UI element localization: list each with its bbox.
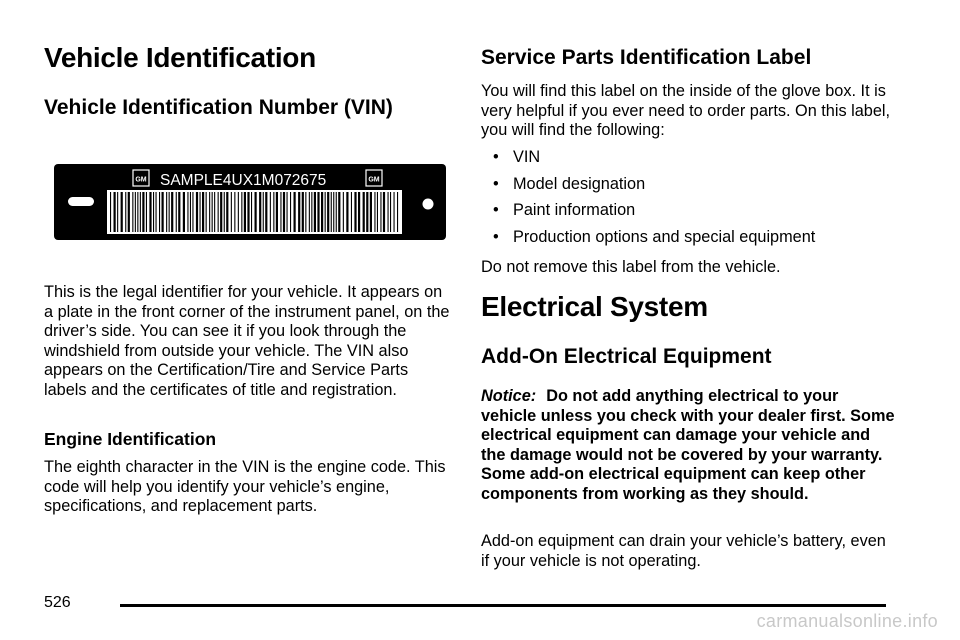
barcode-bar (333, 192, 334, 232)
plate-slot-left (68, 197, 94, 206)
bullet-icon: • (493, 201, 499, 220)
barcode-bar (273, 192, 274, 232)
barcode-bar (351, 192, 352, 232)
barcode-bar (280, 192, 281, 232)
barcode-bar (117, 192, 118, 232)
barcode-bar (287, 192, 288, 232)
barcode-bar (231, 192, 232, 232)
barcode-bar (132, 192, 133, 232)
barcode-bar (377, 192, 378, 232)
plate-hole-right (423, 199, 434, 210)
barcode-bar (394, 192, 395, 232)
barcode-bar (363, 192, 365, 232)
list-item: • Paint information (493, 201, 636, 220)
barcode-bar (153, 192, 154, 232)
barcode-bar (354, 192, 356, 232)
barcode-bar (270, 192, 271, 232)
barcode-bar (146, 192, 147, 232)
barcode-bar (187, 192, 188, 232)
watermark: carmanualsonline.info (756, 611, 938, 631)
barcode-bar (209, 192, 210, 232)
service-parts-footer: Do not remove this label from the vehicle. (481, 258, 781, 276)
barcode-bar (327, 192, 329, 232)
barcode-bar (110, 192, 111, 232)
barcode-bar (142, 192, 144, 232)
vin-heading: Vehicle Identification Number (VIN) (44, 96, 393, 119)
barcode-bar (325, 192, 326, 232)
barcode-bar (255, 192, 257, 232)
notice-block (481, 387, 896, 505)
barcode-bar (149, 192, 151, 232)
bullet-icon: • (493, 227, 499, 246)
barcode-bar (128, 192, 130, 232)
barcode-bar (190, 192, 191, 232)
barcode-bar (331, 192, 332, 232)
barcode-bar (314, 192, 316, 232)
barcode-bar (234, 192, 235, 232)
addon-paragraph: Add-on equipment can drain your vehicle’s battery, even if your vehicle is not operating. (481, 532, 886, 570)
engine-heading: Engine Identification (44, 429, 217, 449)
barcode-bar (183, 192, 185, 232)
barcode-bar (220, 192, 222, 232)
barcode-bar (226, 192, 228, 232)
electrical-system-title: Electrical System (481, 291, 708, 322)
list-item: • Model designation (493, 174, 646, 193)
barcode-bar (366, 192, 368, 232)
barcode-bar (241, 192, 242, 232)
list-item: • VIN (493, 148, 541, 166)
footer-rule (120, 604, 886, 607)
barcode-bar (338, 192, 340, 232)
barcode-bar (397, 192, 398, 232)
barcode-bar (196, 192, 198, 232)
vin-plate-svg (54, 164, 446, 240)
barcode-bar (346, 192, 348, 232)
barcode-bar (298, 192, 300, 232)
barcode-bar (178, 192, 180, 232)
barcode-bar (192, 192, 193, 232)
barcode-bar (224, 192, 225, 232)
barcode-bar (244, 192, 246, 232)
barcode-bar (214, 192, 215, 232)
svg-text:GM: GM (135, 176, 147, 184)
barcode-bar (176, 192, 177, 232)
barcode-bar (380, 192, 381, 232)
barcode-bar (302, 192, 304, 232)
barcode-bar (162, 192, 164, 232)
barcode-bar (263, 192, 264, 232)
barcode-bar (309, 192, 310, 232)
barcode-bar (251, 192, 252, 232)
barcode-bar (294, 192, 296, 232)
list-item: • Production options and special equipment (493, 227, 816, 246)
barcode-bar (166, 192, 167, 232)
barcode-bar (321, 192, 323, 232)
barcode-bar (343, 192, 344, 232)
barcode-bar (247, 192, 249, 232)
barcode-bar (374, 192, 375, 232)
service-parts-paragraph: You will find this label on the inside of the glove box. It is very helpful if you ever need to order parts. On this label, you will find the following: (481, 82, 891, 140)
page-title: Vehicle Identification (44, 42, 316, 73)
barcode-bar (265, 192, 267, 232)
barcode-bar (388, 192, 389, 232)
barcode-bar (390, 192, 391, 232)
barcode-bar (200, 192, 201, 232)
barcode-bar (317, 192, 319, 232)
barcode-bar (140, 192, 141, 232)
barcode-bar (259, 192, 261, 232)
bullet-icon: • (493, 148, 499, 166)
page-number: 526 (44, 594, 71, 611)
vin-paragraph: This is the legal identifier for your vehicle. It appears on a plate in the front corner of the instrument panel, on the driver’s side. You can see it if you look through the windshield from outside your vehicle. The VIN also appears on the Certification/Tire and Service Parts labels and the certificates of title and registration. (44, 283, 450, 399)
barcode-bar (218, 192, 219, 232)
barcode-bar (305, 192, 306, 232)
barcode-bar (156, 192, 157, 232)
vin-plate-code: SAMPLE4UX1M072675 (160, 172, 327, 189)
barcode-bar (370, 192, 372, 232)
barcode-bar (358, 192, 360, 232)
vin-plate-illustration (54, 164, 446, 240)
addon-heading: Add-On Electrical Equipment (481, 345, 772, 368)
service-parts-heading: Service Parts Identification Label (481, 46, 812, 69)
barcode-bar (212, 192, 213, 232)
barcode-bar (171, 192, 173, 232)
barcode-bar (383, 192, 385, 232)
barcode-bar (206, 192, 207, 232)
bullet-icon: • (493, 174, 499, 193)
barcode-bar (125, 192, 126, 232)
barcode-bar (276, 192, 278, 232)
service-parts-list (481, 148, 815, 254)
barcode-bar (290, 192, 291, 232)
barcode-bar (311, 192, 312, 232)
barcode-bar (114, 192, 116, 232)
engine-paragraph: The eighth character in the VIN is the engine code. This code will help you identify your vehicle’s engine, specifications, and replacement parts. (44, 458, 446, 516)
barcode-bar (283, 192, 285, 232)
barcode-bar (202, 192, 204, 232)
barcode-bar (336, 192, 337, 232)
barcode-bar (159, 192, 160, 232)
barcode-bar (238, 192, 239, 232)
barcode-bar (121, 192, 123, 232)
notice-label: Notice: (481, 387, 537, 405)
barcode-bar (169, 192, 170, 232)
barcode-bar (137, 192, 138, 232)
notice-text: Do not add anything electrical to your vehicle unless you check with your dealer first. Some electrical equipment can damage your vehicle and the damage would not be covered by your warranty. Some add-on electrical equipment can keep other components from working as they should. (481, 387, 895, 503)
svg-text:GM: GM (368, 176, 380, 184)
barcode-bar (135, 192, 136, 232)
